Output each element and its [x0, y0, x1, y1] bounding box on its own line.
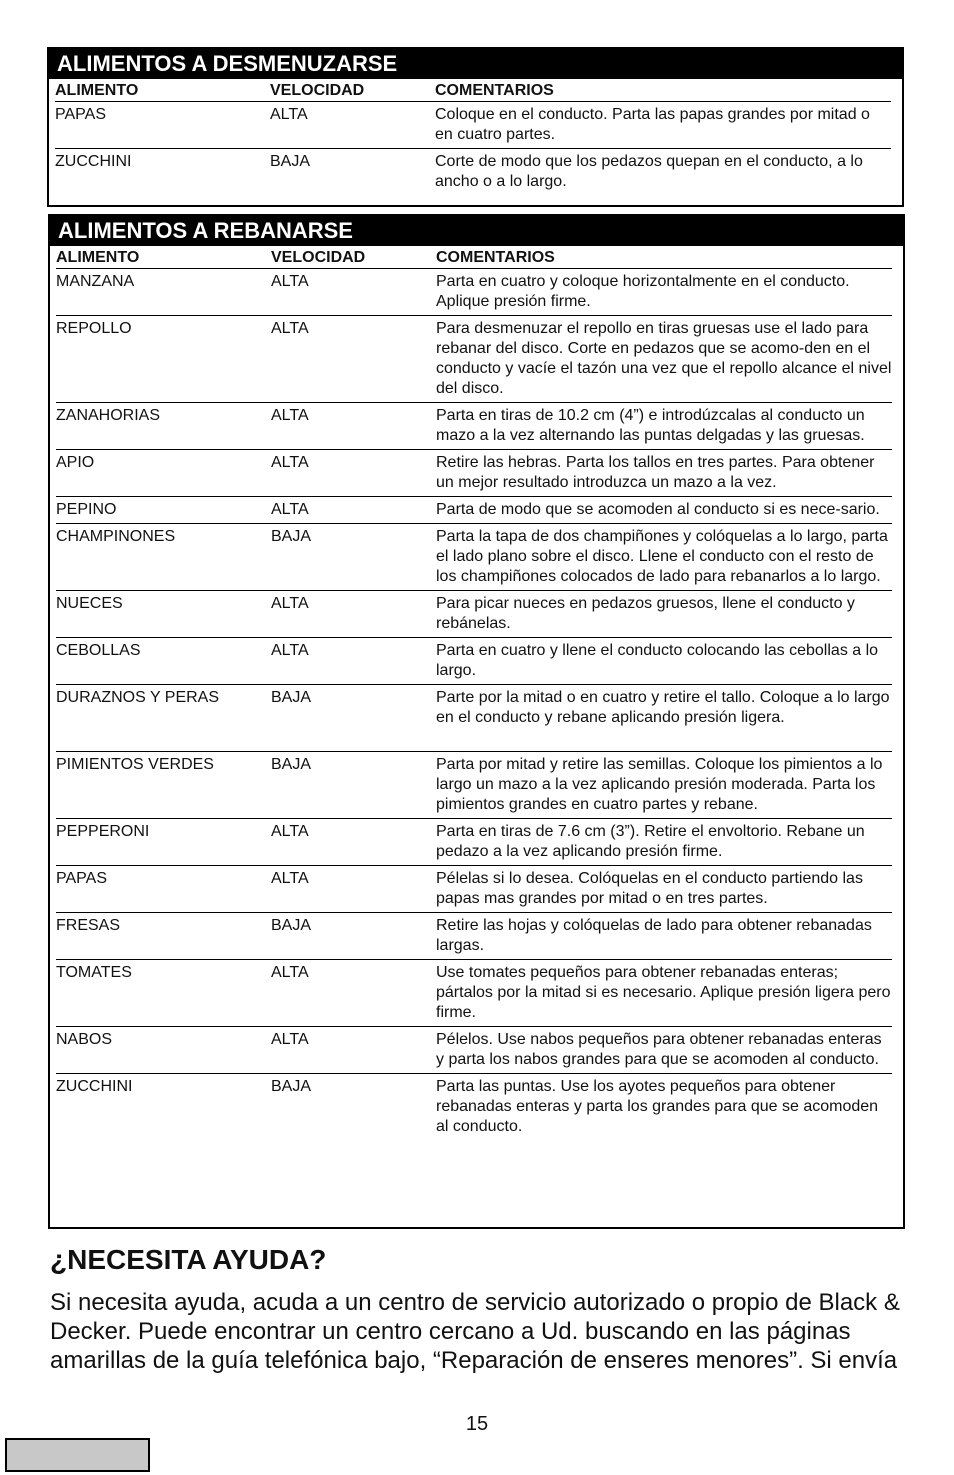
speed-cell: ALTA: [271, 1027, 436, 1074]
food-cell: DURAZNOS Y PERAS: [56, 685, 271, 752]
table-row: [56, 913, 892, 960]
food-cell: CEBOLLAS: [56, 638, 271, 685]
shred-table: [55, 79, 891, 195]
food-cell: PAPAS: [55, 102, 270, 149]
table-row: [56, 685, 892, 752]
shred-table-box: [47, 47, 904, 207]
slice-table: [56, 246, 892, 1140]
food-cell: ZUCCHINI: [56, 1078, 133, 1095]
food-cell: REPOLLO: [56, 316, 271, 403]
food-cell: ZANAHORIAS: [56, 403, 271, 450]
speed-cell: ALTA: [271, 866, 436, 913]
page-number: 15: [465, 1413, 489, 1435]
speed-cell: BAJA: [271, 685, 436, 752]
table-row: [56, 497, 892, 524]
comment-cell: Retire las hojas y colóquelas de lado para obtener rebanadas largas.: [436, 913, 892, 960]
food-cell: NUECES: [56, 591, 271, 638]
slice-table-header-row: [56, 246, 892, 269]
food-cell: FRESAS: [56, 913, 271, 960]
comment-cell: Corte de modo que los pedazos quepan en el conducto, a lo ancho o a lo largo.: [435, 153, 863, 190]
comment-cell: Pélelos. Use nabos pequeños para obtener rebanadas enteras y parta los nabos grandes para que se acomoden al conducto.: [436, 1027, 892, 1074]
speed-cell: BAJA: [271, 1078, 312, 1095]
speed-cell: ALTA: [271, 316, 436, 403]
speed-cell: ALTA: [271, 960, 436, 1027]
comment-cell: Parta en cuatro y coloque horizontalmente en el conducto. Aplique presión firme.: [436, 269, 892, 316]
comment-cell: Parta la tapa de dos champiñones y colóquelas a lo largo, parta el lado plano sobre el disco. Llene el conducto con el resto de los champiñones colocados de lado para rebanarlos a lo largo.: [436, 524, 892, 591]
speed-cell: ALTA: [271, 591, 436, 638]
page-tab-marker: [5, 1438, 150, 1472]
comment-cell: Para picar nueces en pedazos gruesos, llene el conducto y rebánelas.: [436, 591, 892, 638]
speed-cell: BAJA: [271, 524, 436, 591]
table-row: [55, 102, 891, 149]
table-row: [56, 1027, 892, 1074]
speed-cell: BAJA: [271, 913, 436, 960]
speed-cell: ALTA: [271, 819, 436, 866]
header-speed: VELOCIDAD: [270, 79, 435, 102]
comment-cell: Coloque en el conducto. Parta las papas grandes por mitad o en cuatro partes.: [435, 102, 891, 149]
help-paragraph: Si necesita ayuda, acuda a un centro de servicio autorizado o propio de Black & Decker. Puede encontrar un centro cercano a Ud. buscando en las páginas amarillas de la guía telefónica bajo, “Reparación de enseres menores”. Si envía: [50, 1289, 900, 1374]
comment-cell: Use tomates pequeños para obtener rebanadas enteras; pártalos por la mitad si es necesario. Aplique presión ligera pero firme.: [436, 960, 892, 1027]
speed-cell: ALTA: [271, 450, 436, 497]
food-cell: PAPAS: [56, 866, 271, 913]
header-speed: VELOCIDAD: [271, 246, 436, 269]
speed-cell: ALTA: [270, 102, 435, 149]
header-food: ALIMENTO: [56, 246, 271, 269]
comment-cell: Para desmenuzar el repollo en tiras gruesas use el lado para rebanar del disco. Corte en pedazos que se acomo-den en el conducto y vacíe el tazón una vez que el repollo alcance el nivel del disco.: [436, 316, 892, 403]
comment-cell: Parta de modo que se acomoden al conducto si es nece-sario.: [436, 497, 892, 524]
slice-table-box: [48, 214, 905, 1229]
table-row: [56, 524, 892, 591]
food-cell: TOMATES: [56, 960, 271, 1027]
comment-cell: Parta por mitad y retire las semillas. Coloque los pimientos a lo largo un mazo a la vez aplicando presión moderada. Parta los pimientos grandes en cuatro partes y rebane.: [436, 752, 892, 819]
food-cell: APIO: [56, 450, 271, 497]
header-comments: COMENTARIOS: [436, 246, 892, 269]
speed-cell: ALTA: [271, 269, 436, 316]
table-row: [56, 866, 892, 913]
shred-table-title: ALIMENTOS A DESMENUZARSE: [49, 49, 902, 79]
comment-cell: Parta en cuatro y llene el conducto colocando las cebollas a lo largo.: [436, 638, 892, 685]
shred-table-header-row: [55, 79, 891, 102]
food-cell: CHAMPINONES: [56, 524, 271, 591]
table-row: [56, 1074, 892, 1141]
speed-cell: ALTA: [271, 497, 436, 524]
comment-cell: Retire las hebras. Parta los tallos en tres partes. Para obtener un mejor resultado introduzca un mazo a la vez.: [436, 450, 892, 497]
table-row: [56, 403, 892, 450]
comment-cell: Pélelas si lo desea. Colóquelas en el conducto partiendo las papas mas grandes por mitad o en tres partes.: [436, 866, 892, 913]
table-row: [56, 819, 892, 866]
table-row: [56, 638, 892, 685]
food-cell: PEPINO: [56, 497, 271, 524]
food-cell: MANZANA: [56, 269, 271, 316]
comment-cell: Parte por la mitad o en cuatro y retire el tallo. Coloque a lo largo en el conducto y rebane aplicando presión ligera.: [436, 685, 892, 752]
food-cell: ZUCCHINI: [55, 153, 132, 170]
speed-cell: BAJA: [271, 752, 436, 819]
help-heading: ¿NECESITA AYUDA?: [50, 1244, 327, 1275]
table-row: [56, 450, 892, 497]
table-row: [56, 316, 892, 403]
table-row: [56, 960, 892, 1027]
table-row: [56, 752, 892, 819]
slice-table-title: ALIMENTOS A REBANARSE: [50, 216, 903, 246]
food-cell: PIMIENTOS VERDES: [56, 752, 271, 819]
food-cell: PEPPERONI: [56, 819, 271, 866]
comment-cell: Parta las puntas. Use los ayotes pequeños para obtener rebanadas enteras y parta los grandes para que se acomoden al conducto.: [436, 1078, 879, 1135]
comment-cell: Parta en tiras de 10.2 cm (4”) e introdúzcalas al conducto un mazo a la vez alternando las puntas delgadas y las gruesas.: [436, 403, 892, 450]
table-row: [56, 591, 892, 638]
header-comments: COMENTARIOS: [435, 79, 891, 102]
header-food: ALIMENTO: [55, 79, 270, 102]
table-row: [56, 269, 892, 316]
comment-cell: Parta en tiras de 7.6 cm (3”). Retire el envoltorio. Rebane un pedazo a la vez aplicando presión firme.: [436, 819, 892, 866]
speed-cell: BAJA: [270, 153, 311, 170]
food-cell: NABOS: [56, 1027, 271, 1074]
speed-cell: ALTA: [271, 638, 436, 685]
speed-cell: ALTA: [271, 403, 436, 450]
table-row: [55, 149, 891, 196]
